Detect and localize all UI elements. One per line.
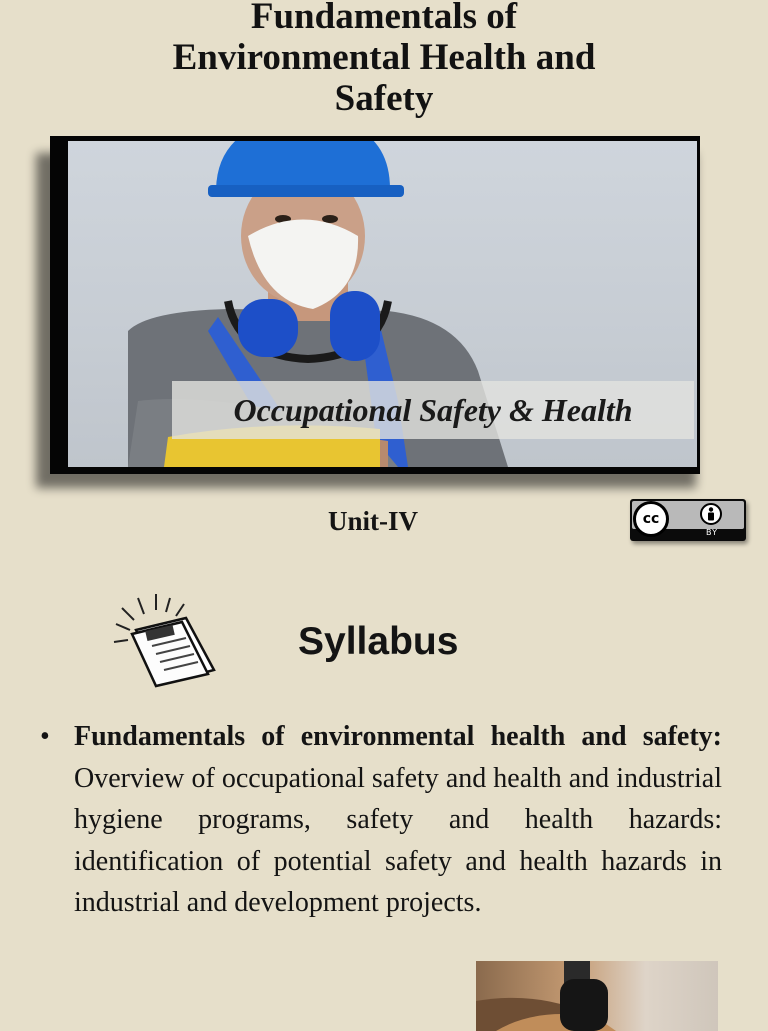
title-line-2: Environmental Health and	[172, 37, 596, 78]
list-item-heading: Fundamentals of environmental health and safety:	[74, 721, 722, 752]
document-stack-icon	[108, 590, 220, 688]
syllabus-heading: Syllabus	[298, 620, 459, 663]
attribution-person-icon	[700, 503, 722, 525]
creative-commons-badge[interactable]	[630, 499, 746, 541]
list-item-text: Overview of occupational safety and health and industrial hygiene programs, safety and health hazards: identification of potential safety and health hazards in industrial and development projects.	[74, 762, 722, 918]
title-line-3: Safety	[334, 78, 434, 119]
unit-label: Unit-IV	[328, 506, 419, 536]
title-line-1: Fundamentals of	[250, 0, 518, 37]
document-title	[0, 0, 768, 119]
creative-commons-icon: cc	[633, 501, 669, 537]
syllabus-list	[40, 716, 722, 924]
worker-photo	[68, 141, 697, 467]
attribution-label: BY	[706, 528, 718, 537]
banner-caption: Occupational Safety & Health	[172, 381, 694, 439]
banner-image	[50, 136, 700, 474]
hammer-photo	[476, 961, 718, 1031]
list-item	[40, 716, 722, 924]
bullet: •	[40, 721, 50, 752]
